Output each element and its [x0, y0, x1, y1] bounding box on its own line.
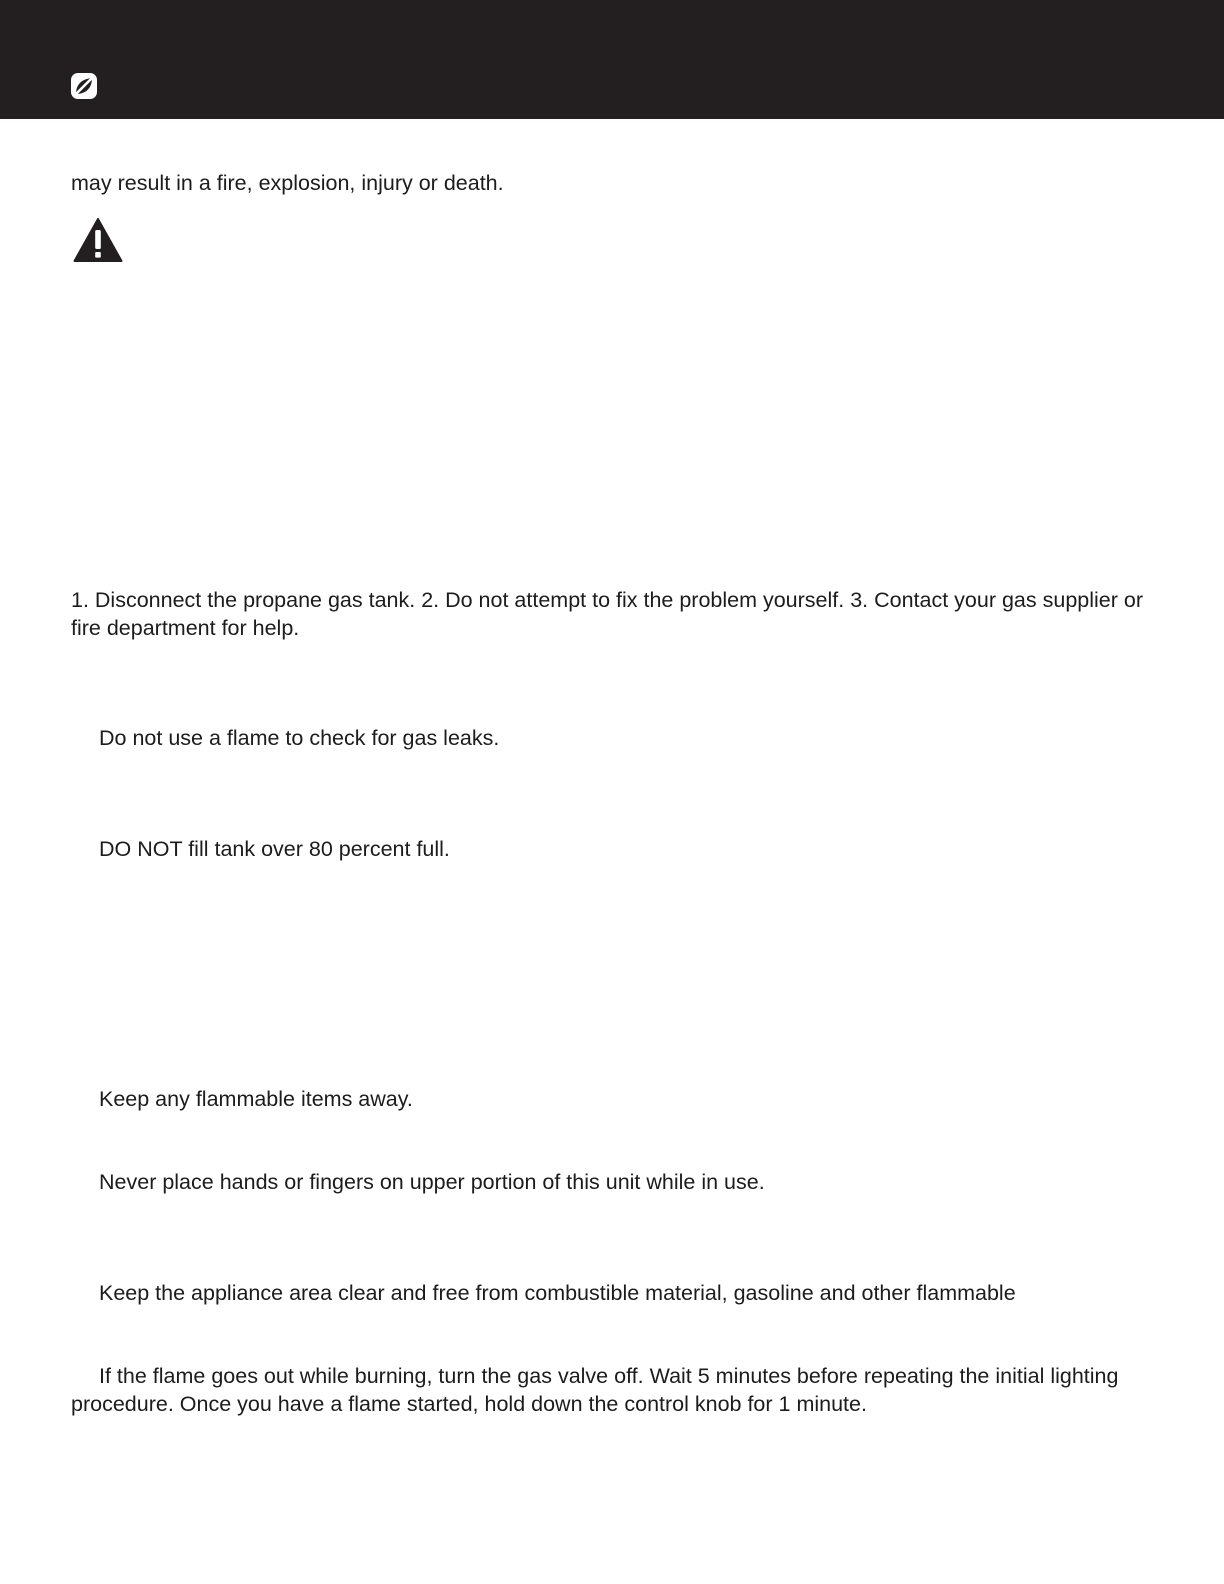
intro-line: may result in a fire, explosion, injury or death.	[71, 171, 504, 195]
no-flame-check: Do not use a flame to check for gas leaks.	[99, 726, 500, 750]
area-clear: Keep the appliance area clear and free from combustible material, gasoline and other flammable	[99, 1281, 1016, 1305]
leaf-logo-icon	[71, 73, 97, 99]
tank-fill-warning: DO NOT fill tank over 80 percent full.	[99, 837, 450, 861]
flame-out-instructions: If the flame goes out while burning, turn the gas valve off. Wait 5 minutes before repeating the initial lighting procedure. Once you have a flame started, hold down the control knob for 1 minute.	[71, 1364, 1119, 1416]
flammable-away: Keep any flammable items away.	[99, 1087, 413, 1111]
hands-warning: Never place hands or fingers on upper portion of this unit while in use.	[99, 1170, 765, 1194]
header-bar	[0, 0, 1224, 119]
warning-triangle-icon	[73, 217, 123, 263]
leak-steps: 1. Disconnect the propane gas tank. 2. Do not attempt to fix the problem yourself. 3. Contact your gas supplier or fire department for help.	[71, 588, 1143, 640]
